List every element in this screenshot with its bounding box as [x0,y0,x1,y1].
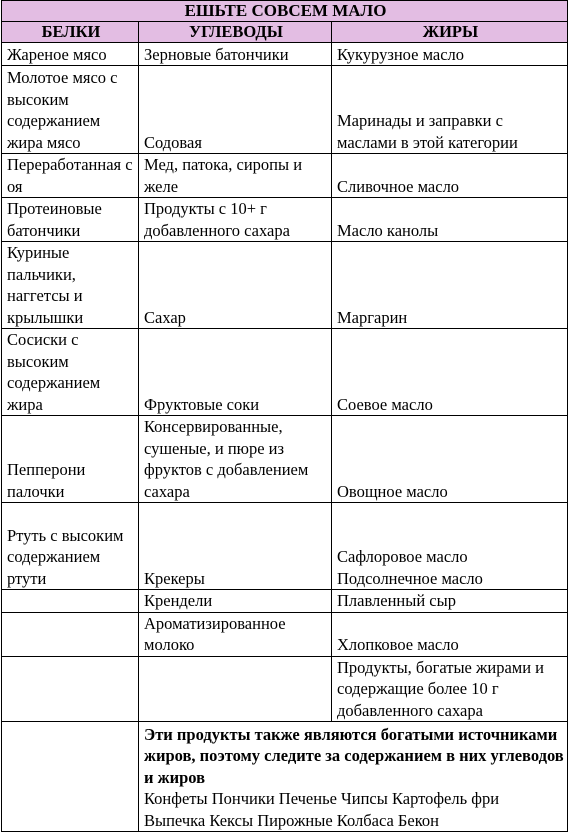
table-row [2,612,568,656]
column-header-carbs: УГЛЕВОДЫ [139,22,332,43]
carb-cell: Крендели [139,590,332,613]
table-row [2,43,568,66]
table-row [2,198,568,242]
fat-cell: Соевое масло [332,329,568,416]
carb-cell: Зерновые батончики [139,43,332,66]
protein-cell: Жареное мясо [2,43,139,66]
protein-cell: Протеиновые батончики [2,198,139,242]
fat-cell: Сафлоровое масло Подсолнечное масло [332,503,568,590]
fat-cell: Овощное масло [332,416,568,503]
note-items-line-2: Выпечка Кексы Пирожные Колбаса Бекон [144,810,439,830]
table-title: ЕШЬТЕ СОВСЕМ МАЛО [2,1,568,22]
table-row [2,66,568,154]
note-items-line-1: Конфеты Пончики Печенье Чипсы Картофель фри [144,789,500,808]
protein-cell: Молотое мясо с высоким содержанием жира мясо [2,66,139,154]
note-row [2,722,568,832]
table-row [2,590,568,613]
protein-cell [2,656,139,722]
table-row [2,656,568,722]
protein-cell: Сосиски с высоким содержанием жира [2,329,139,416]
carb-cell: Консервированные, сушеные, и пюре из фруктов с добавлением сахара [139,416,332,503]
column-header-proteins: БЕЛКИ [2,22,139,43]
protein-cell: Пепперони палочки [2,416,139,503]
carb-cell: Ароматизированное молоко [139,612,332,656]
fat-cell: Сливочное масло [332,154,568,198]
carb-cell: Фруктовые соки [139,329,332,416]
table-header-row [2,22,568,43]
fat-cell: Кукурузное масло [332,43,568,66]
fat-cell: Плавленный сыр [332,590,568,613]
protein-cell [2,612,139,656]
protein-cell: Переработанная соя [2,154,139,198]
protein-cell [2,590,139,613]
note-title: Эти продукты также являются богатыми источниками жиров, поэтому следите за содержанием в них углеводов и жиров [144,724,564,787]
table-row [2,416,568,503]
table-row [2,329,568,416]
note-cell [139,722,568,832]
fat-cell: Масло канолы [332,198,568,242]
eat-very-little-table [1,0,568,832]
fat-cell: Маргарин [332,242,568,329]
table-row [2,154,568,198]
carb-cell: Мед, патока, сиропы и желе [139,154,332,198]
protein-cell: Ртуть с высоким содержанием ртути [2,503,139,590]
fat-cell: Хлопковое масло [332,612,568,656]
table-row [2,503,568,590]
note-empty-cell [2,722,139,832]
protein-cell: Куриные пальчики, наггетсы и крылышки [2,242,139,329]
carb-cell [139,656,332,722]
fat-cell: Продукты, богатые жирами и содержащие более 10 г добавленного сахара [332,656,568,722]
table-row [2,242,568,329]
carb-cell: Крекеры [139,503,332,590]
column-header-fats: ЖИРЫ [332,22,568,43]
fat-cell: Маринады и заправки с маслами в этой категории [332,66,568,154]
carb-cell: Сахар [139,242,332,329]
table-title-row [2,1,568,22]
carb-cell: Содовая [139,66,332,154]
carb-cell: Продукты с 10+ г добавленного сахара [139,198,332,242]
